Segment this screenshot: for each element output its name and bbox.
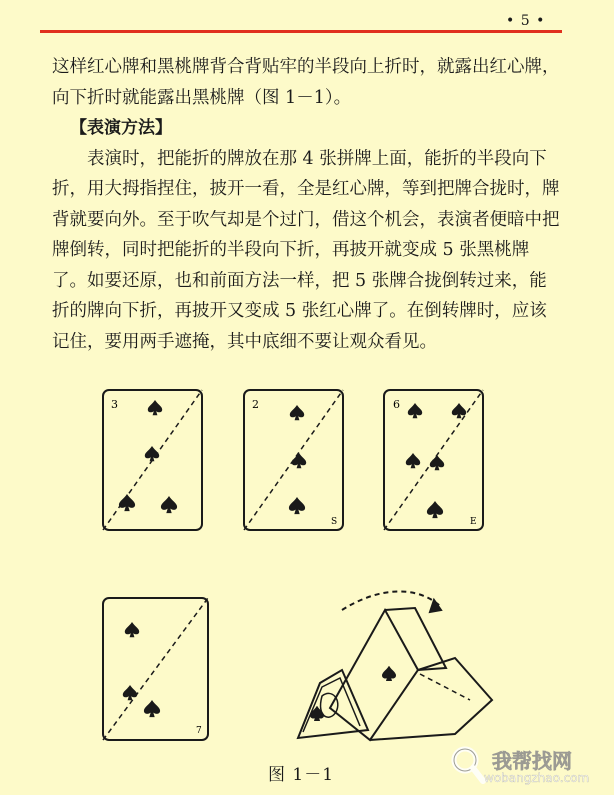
card-three-of-spades — [103, 390, 202, 530]
folded-card-illustration — [298, 591, 492, 740]
paragraph-2: 表演时，把能折的牌放在那 4 张拼牌上面，能折的半段向下折，用大拇指捏住，披开一看，全是红心牌，等到把牌合拢时，牌背就要向外。至于吹气却是个过门，借这个机会，表演者便暗中把牌倒转，同时把能折的半段向下折，再披开就变成 5 张黑桃牌了。如要还原，也和前面方法一样，把 5 张牌合拢倒转过来，能折的牌向下折，再披开又变成 5 张红心牌了。在倒转牌时，应该记住，要用两手遮掩，其中底细不要让观众看见。 — [52, 148, 560, 352]
figure-illustration — [0, 378, 614, 758]
card-spades-bottom — [103, 598, 208, 740]
body-text — [52, 52, 564, 357]
card-rank-corner: E — [470, 517, 477, 527]
watermark — [444, 743, 604, 789]
watermark-url: wobangzhao.com — [484, 771, 590, 785]
figure-caption: 图 1－1 — [268, 765, 335, 785]
watermark-site-name: 我帮找网 — [492, 749, 572, 773]
card-two-of-spades — [244, 390, 343, 530]
page-number: • 5 • — [506, 13, 546, 29]
card-six-of-spades — [384, 390, 483, 530]
magnifier-icon — [450, 745, 486, 785]
card-rank: 3 — [111, 398, 118, 411]
paragraph-1: 这样红心牌和黑桃牌背合背贴牢的半段向上折时，就露出红心牌，向下折时就能露出黑桃牌（图 1－1）。 — [52, 57, 560, 108]
fold-arrow — [342, 591, 440, 610]
header-rule — [40, 30, 562, 33]
fold-arrow-head — [430, 600, 441, 612]
card-rank: 2 — [252, 398, 259, 411]
card-rank: 6 — [393, 398, 400, 411]
card-rank-corner: 7 — [196, 726, 202, 736]
section-heading: 【表演方法】 — [70, 118, 172, 138]
card-rank-corner: S — [331, 517, 338, 527]
